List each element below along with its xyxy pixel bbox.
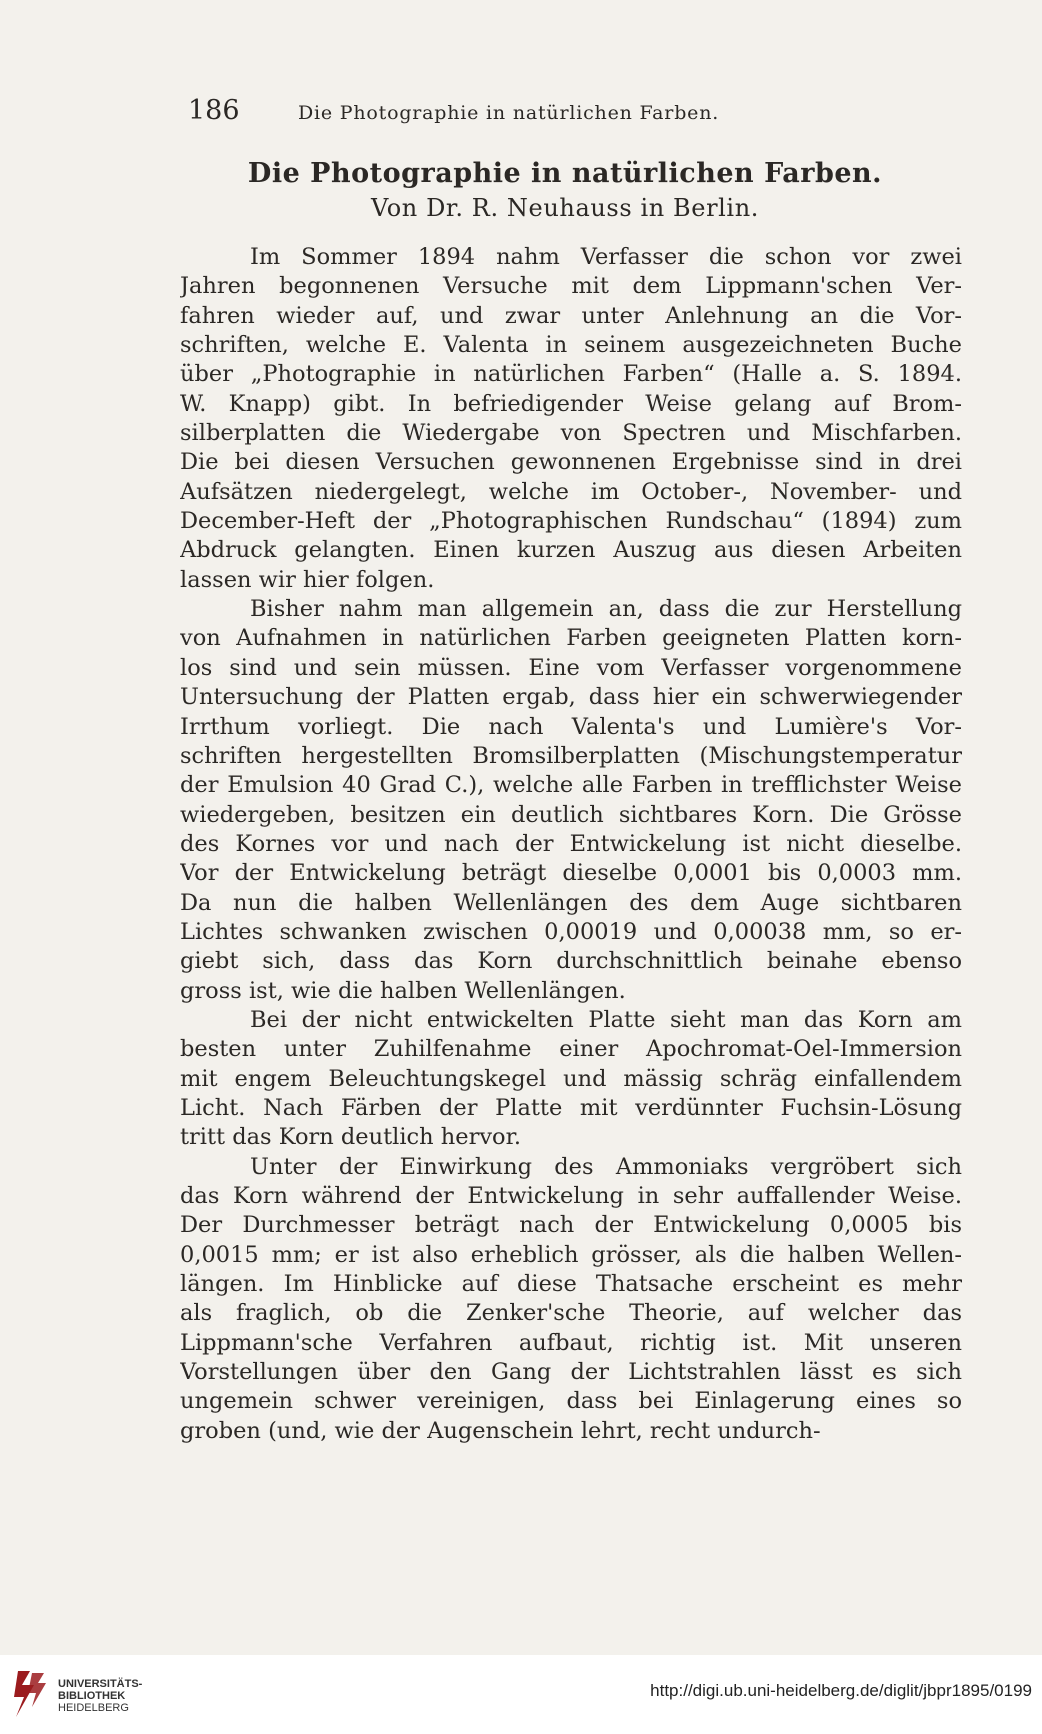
text-line: besten unter Zuhilfenahme einer Apochromat-Oel-Immersion [180,1036,962,1063]
text-line: Der Durchmesser beträgt nach der Entwickelung 0,0005 bis [180,1212,962,1239]
text-line: schriften, welche E. Valenta in seinem ausgezeichneten Buche [180,332,962,359]
library-name-line: UNIVERSITÄTS- [58,1678,143,1690]
text-line: groben (und, wie der Augenschein lehrt, recht undurch- [180,1417,821,1444]
text-line: des Kornes vor und nach der Entwickelung ist nicht dieselbe. [180,830,962,857]
text-line: der Emulsion 40 Grad C.), welche alle Farben in trefflichster Weise [180,772,962,799]
text-line: Unter der Einwirkung des Ammoniaks vergröbert sich [250,1153,962,1180]
text-line: ungemein schwer vereinigen, dass bei Einlagerung eines so [180,1388,962,1415]
text-line: gross ist, wie die halben Wellenlängen. [180,977,626,1004]
text-line: Jahren begonnenen Versuche mit dem Lippmann'schen Ver- [180,273,962,300]
text-line: Licht. Nach Färben der Platte mit verdünnter Fuchsin-Lösung [180,1094,962,1121]
text-line: silberplatten die Wiedergabe von Spectren und Mischfarben. [180,420,962,447]
library-name-line: HEIDELBERG [58,1702,129,1714]
text-line: W. Knapp) gibt. In befriedigender Weise gelang auf Brom- [180,390,962,417]
text-line: fahren wieder auf, und zwar unter Anlehnung an die Vor- [180,302,962,329]
text-line: über „Photographie in natürlichen Farben“ (Halle a. S. 1894. [180,361,962,388]
article-byline: Von Dr. R. Neuhauss in Berlin. [371,194,759,222]
text-line: das Korn während der Entwickelung in sehr auffallender Weise. [180,1183,962,1209]
text-line: Abdruck gelangten. Einen kurzen Auszug aus diesen Arbeiten [180,537,962,564]
text-line: als fraglich, ob die Zenker'sche Theorie, auf welcher das [180,1300,962,1327]
text-line: lassen wir hier folgen. [180,566,435,593]
footer-bar [0,1655,1042,1734]
text-line: Bisher nahm man allgemein an, dass die zur Herstellung [250,596,962,623]
text-line: Lippmann'sche Verfahren aufbaut, richtig ist. Mit unseren [180,1329,962,1356]
text-line: Vor der Entwickelung beträgt dieselbe 0,0001 bis 0,0003 mm. [180,860,962,887]
text-line: Im Sommer 1894 nahm Verfasser die schon vor zwei [250,244,962,270]
library-name-line: BIBLIOTHEK [58,1690,126,1702]
text-line: December-Heft der „Photographischen Rundschau“ (1894) zum [180,508,962,535]
text-line: Irrthum vorliegt. Die nach Valenta's und Lumière's Vor- [180,713,962,740]
text-line: tritt das Korn deutlich hervor. [180,1124,522,1151]
text-line: los sind und sein müssen. Eine vom Verfasser vorgenommene [180,654,962,681]
text-line: schriften hergestellten Bromsilberplatten (Mischungstemperatur [180,742,962,769]
text-line: mit engem Beleuchtungskegel und mässig schräg einfallendem [180,1065,962,1092]
text-line: längen. Im Hinblicke auf diese Thatsache erscheint es mehr [180,1271,962,1298]
text-line: wiedergeben, besitzen ein deutlich sichtbares Korn. Die Grösse [180,801,962,828]
text-line: Aufsätzen niedergelegt, welche im October-, November- und [180,478,962,505]
text-line: 0,0015 mm; er ist also erheblich grösser, als die halben Wellen- [180,1241,962,1268]
text-line: Untersuchung der Platten ergab, dass hier ein schwerwiegender [180,684,962,711]
text-line: Bei der nicht entwickelten Platte sieht man das Korn am [250,1006,962,1033]
page-number: 186 [188,95,240,126]
library-name [58,1678,142,1714]
text-line: Da nun die halben Wellenlängen des dem Auge sichtbaren [180,889,962,916]
page-header [188,95,848,126]
text-line: Vorstellungen über den Gang der Lichtstrahlen lässt es sich [180,1359,962,1386]
text-line: Die bei diesen Versuchen gewonnenen Ergebnisse sind in drei [180,449,962,476]
text-line: von Aufnahmen in natürlichen Farben geeigneten Platten korn- [180,625,962,652]
permalink-url[interactable]: http://digi.ub.uni-heidelberg.de/diglit/jbpr1895/0199 [650,1681,1032,1700]
text-line: giebt sich, dass das Korn durchschnittlich beinahe ebenso [180,948,962,975]
text-line: Lichtes schwanken zwischen 0,00019 und 0,00038 mm, so er- [180,918,962,945]
university-library-logo-icon [10,1667,50,1721]
running-head: Die Photographie in natürlichen Farben. [298,102,720,124]
article-title: Die Photographie in natürlichen Farben. [247,158,883,189]
article-body [180,243,962,1446]
